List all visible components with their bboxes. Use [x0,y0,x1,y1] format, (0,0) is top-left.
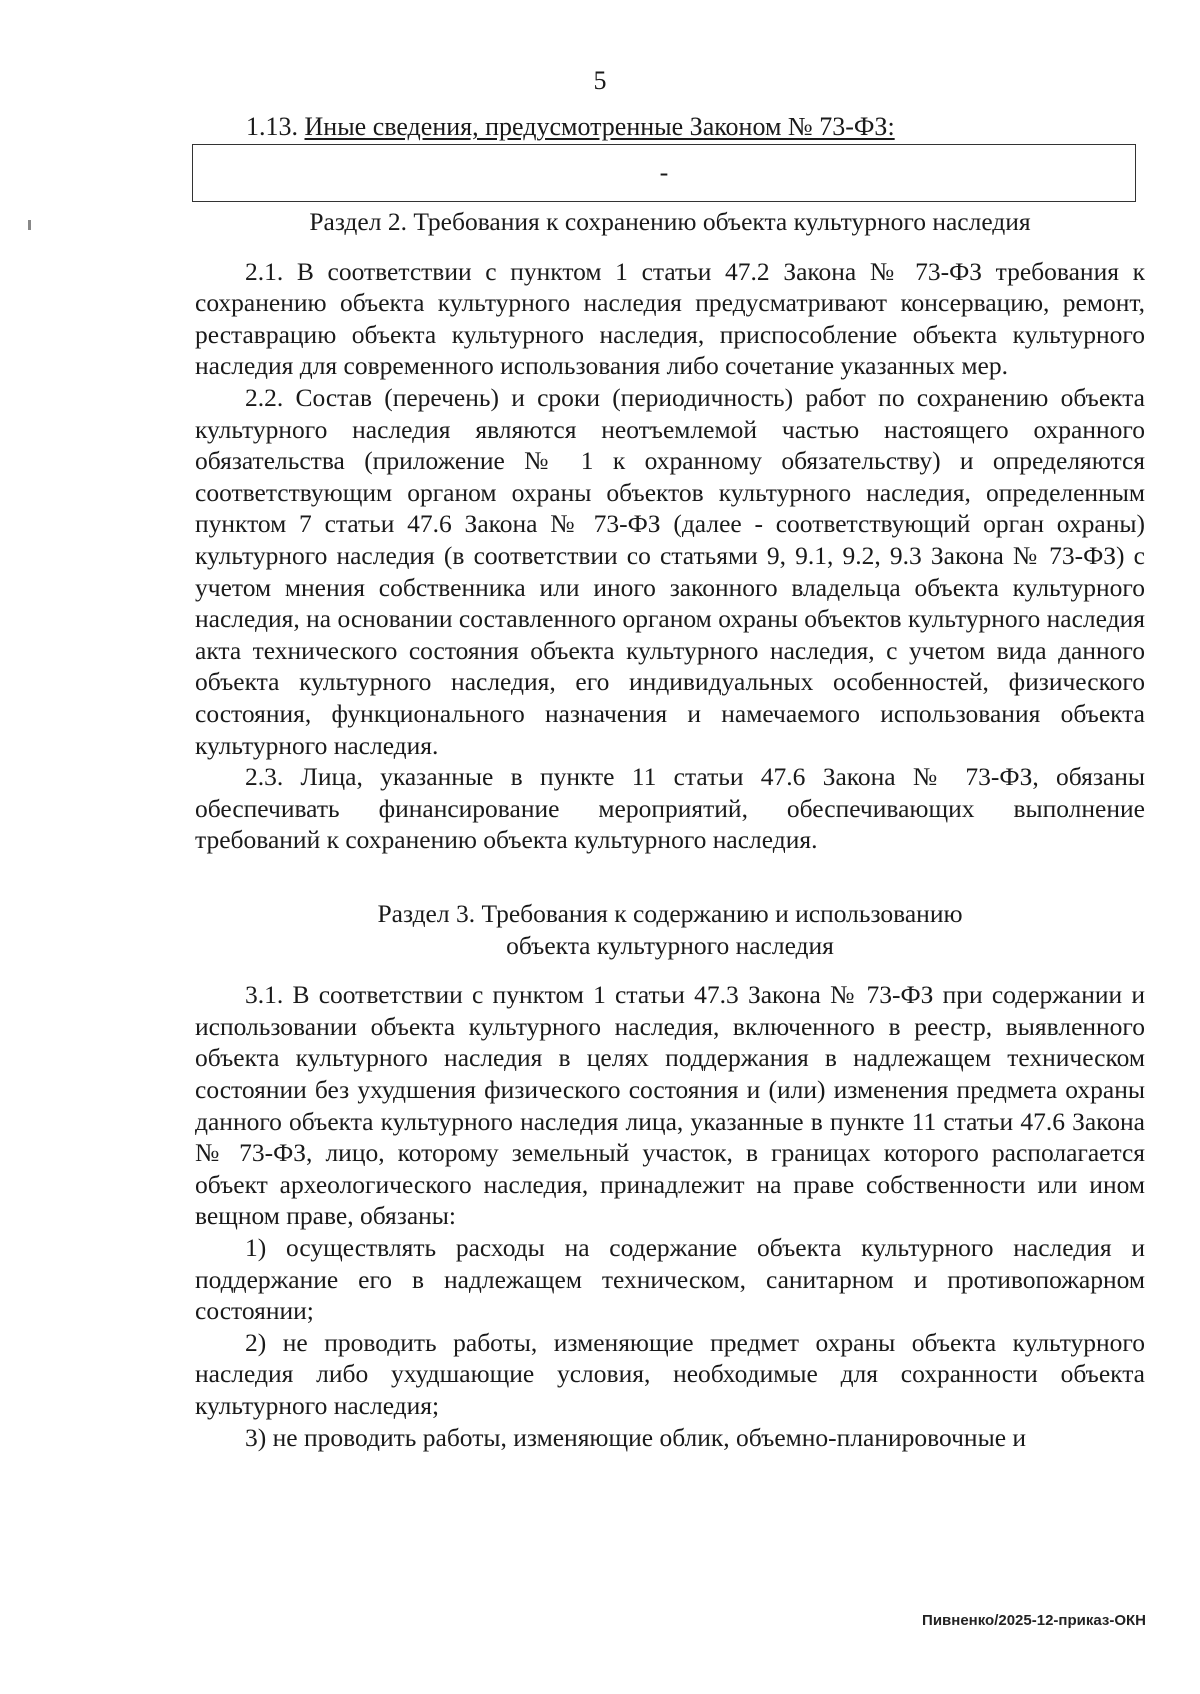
item-1-13-prefix: 1.13. [246,112,305,141]
list-item-1: 1) осуществлять расходы на содержание объекта культурного наследия и поддержание его в надлежащем техническом, санитарном и противопожарном состоянии; [195,1232,1145,1326]
section-3 [195,898,1145,1453]
list-item-3: 3) не проводить работы, изменяющие облик, объемно-планировочные и [245,1422,1027,1452]
paragraph-2-3: 2.3. Лица, указанные в пункте 11 статьи 47.6 Закона № 73-ФЗ, обязаны обеспечивать финансирование мероприятий, обеспечивающих выполнение требований к сохранению объекта культурного наследия. [195,762,1145,855]
paragraph-3-1: 3.1. В соответствии с пунктом 1 статьи 47.3 Закона № 73-ФЗ при содержании и использовании объекта культурного наследия, включенного в реестр, выявленного объекта культурного наследия в целях поддержания в надлежащем техническом состоянии без ухудшения физического состояния и (или) изменения предмета охраны данного объекта культурного наследия лица, указанные в пункте 11 статьи 47.6 Закона № 73-ФЗ, лицо, которому земельный участок, в границах которого располагается объект археологического наследия, принадлежит на праве собственности или ином вещном праве, обязаны: [195,980,1145,1231]
item-1-13-title: Иные сведения, предусмотренные Законом № 73-ФЗ: [304,112,895,141]
item-1-13-value-box [192,144,1136,202]
item-1-13-value: - [659,158,669,187]
document-footer-code: Пивненко/2025-12-приказ-ОКН [922,1612,1146,1629]
paragraph-2-2: 2.2. Состав (перечень) и сроки (периодичность) работ по сохранению объекта культурного наследия являются неотъемлемой частью настоящего охранного обязательства (приложение № 1 к охранному обязательству) и определяются соответствующим органом охраны объектов культурного наследия, определенным пунктом 7 статьи 47.6 Закона № 73-ФЗ (далее - соответствующий орган охраны) культурного наследия (в соответствии со статьями 9, 9.1, 9.2, 9.3 Закона № 73-ФЗ) с учетом мнения собственника или иного законного владельца объекта культурного наследия, на основании составленного органом охраны объектов культурного наследия акта технического состояния объекта культурного наследия, с учетом вида данного объекта культурного наследия, его индивидуальных особенностей, физического состояния, функционального назначения и намечаемого использования объекта культурного наследия. [195,382,1145,760]
paragraph-2-1: 2.1. В соответствии с пунктом 1 статьи 47.2 Закона № 73-ФЗ требования к сохранению объекта культурного наследия предусматривают консервацию, ремонт, реставрацию объекта культурного наследия, приспособление объекта культурного наследия для современного использования либо сочетание указанных мер. [195,256,1145,381]
section-2-heading: Раздел 2. Требования к сохранению объекта культурного наследия [309,207,1031,236]
section-3-heading-line-1: Раздел 3. Требования к содержанию и использованию [377,899,963,928]
page-number: 5 [593,66,607,95]
item-1-13-label [246,112,895,142]
section-2 [195,206,1145,856]
section-3-heading-line-2: объекта культурного наследия [506,930,834,960]
list-item-2: 2) не проводить работы, изменяющие предмет охраны объекта культурного наследия либо ухудшающие условия, необходимые для сохранности объекта культурного наследия; [195,1327,1145,1420]
scan-speck [28,220,31,230]
